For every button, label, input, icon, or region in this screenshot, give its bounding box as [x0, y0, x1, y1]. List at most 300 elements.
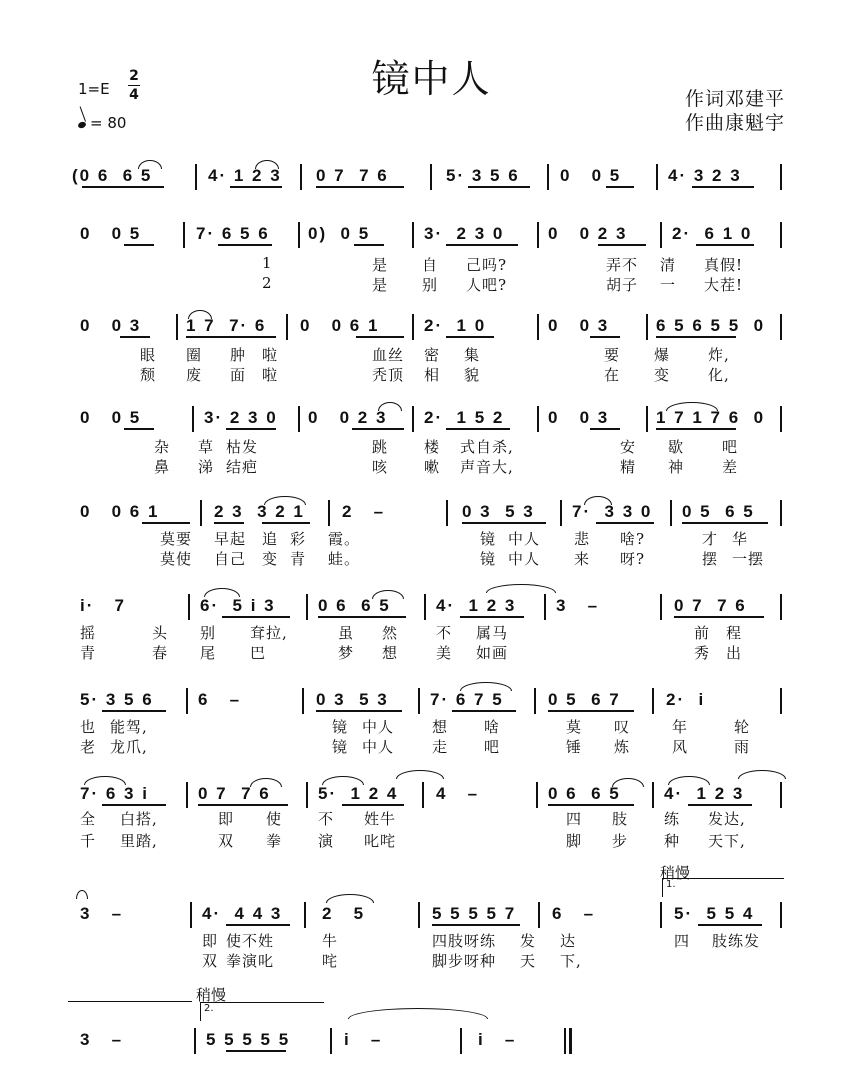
measure: 2· 1 5 2	[424, 408, 505, 427]
beam	[590, 336, 620, 338]
lyric: 里踏,	[120, 832, 158, 850]
measure: 3· 2 3 0	[424, 224, 505, 243]
beam	[468, 186, 530, 188]
beam	[120, 336, 150, 338]
lyric: 不	[436, 624, 453, 642]
slur	[322, 776, 364, 785]
lyric: 叱咤	[364, 832, 397, 850]
beam	[82, 186, 164, 188]
final-barline	[569, 1028, 572, 1054]
lyric: 脚步呀种	[432, 952, 497, 970]
barline	[304, 902, 306, 928]
barline	[780, 594, 782, 620]
slur	[612, 778, 644, 787]
measure: 7· 6 3 i	[80, 784, 149, 803]
lyric: 青	[80, 644, 97, 662]
barline	[656, 164, 658, 190]
barline	[780, 688, 782, 714]
beam	[692, 186, 754, 188]
measure: 1 7 1 7 6 0	[656, 408, 766, 427]
barline	[780, 164, 782, 190]
lyric: 咤	[322, 952, 339, 970]
lyric: 弄不	[606, 256, 639, 274]
measure: 0 0 5	[560, 166, 622, 185]
lyric: 也	[80, 718, 97, 736]
lyric: 中人	[362, 738, 395, 756]
measure: 0 0 6 1	[80, 502, 160, 521]
beam	[698, 924, 762, 926]
composer-credit: 作曲康魁宇	[684, 112, 785, 134]
measure: 4· 1 2 3	[664, 784, 745, 803]
lyric: 来	[574, 550, 591, 568]
measure: 4· 4 4 3	[202, 904, 283, 923]
measure: (0 6 6 5	[72, 166, 153, 185]
beam	[352, 428, 404, 430]
volta-bracket: 2.	[200, 1002, 324, 1021]
lyric: 程	[726, 624, 743, 642]
barline	[560, 500, 562, 526]
barline	[537, 222, 539, 248]
song-title: 镜中人	[371, 57, 492, 101]
lyric: 想	[432, 718, 449, 736]
lyric: 别	[422, 276, 439, 294]
measure: 3 –	[80, 1030, 124, 1049]
slur	[460, 682, 512, 691]
barline	[306, 782, 308, 808]
lyric: 姓牛	[364, 810, 397, 828]
lyric: 涕	[198, 458, 215, 476]
verse-number: 2	[262, 274, 273, 292]
lyric: 双	[202, 952, 219, 970]
lyric: 镜	[480, 550, 497, 568]
barline	[183, 222, 185, 248]
lyric: 年	[672, 718, 689, 736]
lyric: 废	[186, 366, 203, 384]
lyric: 种	[664, 832, 681, 850]
lyric: 精	[620, 458, 637, 476]
barline	[537, 406, 539, 432]
lyric: 密	[424, 346, 441, 364]
barline	[780, 782, 782, 808]
barline	[412, 314, 414, 340]
lyric: 面	[230, 366, 247, 384]
beam	[596, 522, 654, 524]
lyric: 春	[152, 644, 169, 662]
barline	[176, 314, 178, 340]
beam	[452, 710, 516, 712]
beam	[222, 616, 290, 618]
beam	[318, 616, 406, 618]
beam	[230, 186, 282, 188]
beam	[226, 428, 276, 430]
lyric: 脚	[566, 832, 583, 850]
lyric: 结疤	[226, 458, 259, 476]
lyric: 步	[612, 832, 629, 850]
lyric: 四肢呀练	[432, 932, 497, 950]
slur	[84, 776, 126, 785]
lyric: 炼	[614, 738, 631, 756]
lyric: 镜	[480, 530, 497, 548]
beam	[356, 336, 404, 338]
measure: 2 –	[342, 502, 386, 521]
barline	[780, 222, 782, 248]
measure: 4· 1 2 3	[436, 596, 517, 615]
measure: 6 –	[198, 690, 242, 709]
lyric: 天下,	[708, 832, 746, 850]
measure: 5 5 5 5 5	[206, 1030, 291, 1049]
lyric: 能驾,	[110, 718, 148, 736]
barline	[660, 594, 662, 620]
beam	[688, 804, 752, 806]
beam	[674, 616, 764, 618]
lyric: 吧	[722, 438, 739, 456]
lyric: 如画	[476, 644, 509, 662]
lyric: 真假!	[704, 256, 744, 274]
measure: 3 –	[556, 596, 600, 615]
barline	[660, 222, 662, 248]
lyric: 然	[382, 624, 399, 642]
lyric: 镜	[332, 738, 349, 756]
beam	[226, 924, 290, 926]
barline	[780, 902, 782, 928]
measure: 0 7 7 6	[198, 784, 271, 803]
lyric: 鼻	[154, 458, 171, 476]
beam	[548, 710, 634, 712]
barline	[670, 500, 672, 526]
barline	[330, 1028, 332, 1054]
barline	[422, 782, 424, 808]
lyric: 神	[668, 458, 685, 476]
lyric: 即	[202, 932, 219, 950]
beam	[124, 244, 154, 246]
measure: i· 7	[80, 596, 127, 615]
barline	[200, 500, 202, 526]
lyric: 才	[702, 530, 719, 548]
lyric: 肢	[612, 810, 629, 828]
barline	[418, 688, 420, 714]
lyric: 相	[424, 366, 441, 384]
measure: 0 0 2 3	[308, 408, 388, 427]
measure: 0 5 6 5	[682, 502, 755, 521]
measure: 2 5	[322, 904, 366, 923]
lyric: 巴	[250, 644, 267, 662]
tempo-direction: 稍慢	[196, 986, 227, 1004]
lyric: 走	[432, 738, 449, 756]
barline	[424, 594, 426, 620]
measure: 5· 1 2 4	[318, 784, 399, 803]
lyric: 化,	[708, 366, 730, 384]
slur	[188, 310, 212, 319]
measure: 0 7 7 6	[674, 596, 747, 615]
measure: 0 6 6 5	[318, 596, 391, 615]
lyric: 即	[218, 810, 235, 828]
lyric: 使	[266, 810, 283, 828]
beam	[342, 804, 404, 806]
lyric: 摆	[702, 550, 719, 568]
tempo-direction: 稍慢	[660, 864, 691, 882]
lyric: 声音大,	[460, 458, 514, 476]
beam	[598, 244, 646, 246]
measure: 0 0 5	[80, 224, 142, 243]
barline	[534, 688, 536, 714]
beam	[262, 522, 310, 524]
barline	[564, 1028, 566, 1054]
lyric: 爆	[654, 346, 671, 364]
measure: 5· 3 5 6	[446, 166, 520, 185]
repeat-line	[68, 1001, 192, 1002]
beam	[102, 804, 166, 806]
measure: 5· 5 5 4	[674, 904, 755, 923]
lyric: 镜	[332, 718, 349, 736]
measure: 0 0 6 1	[300, 316, 380, 335]
barline	[652, 782, 654, 808]
beam	[186, 336, 276, 338]
lyric: 貌	[464, 366, 481, 384]
slur	[138, 160, 162, 169]
lyric: 中人	[508, 550, 541, 568]
lyric: 血丝	[372, 346, 405, 364]
lyric: 在	[604, 366, 621, 384]
lyric: 秀	[694, 644, 711, 662]
beam	[432, 924, 520, 926]
lyric: 差	[722, 458, 739, 476]
meter-top: 2	[129, 68, 139, 84]
beam	[124, 428, 154, 430]
barline	[300, 164, 302, 190]
lyric: 肢练发	[712, 932, 761, 950]
lyric: 雨	[734, 738, 751, 756]
measure: 6 5 6 5 5 0	[656, 316, 766, 335]
lyric: 中人	[508, 530, 541, 548]
beam	[226, 1050, 286, 1052]
measure: 0 3 5 3	[462, 502, 535, 521]
lyric: 草	[198, 438, 215, 456]
barline	[298, 222, 300, 248]
lyric: 莫要	[160, 530, 193, 548]
lyric: 己吗?	[466, 256, 508, 274]
slur	[204, 588, 240, 597]
lyric: 肿	[230, 346, 247, 364]
lyric: 胡子	[606, 276, 639, 294]
beam	[214, 522, 244, 524]
barline	[190, 902, 192, 928]
measure: 6· 5 i 3	[200, 596, 276, 615]
barline	[194, 1028, 196, 1054]
tempo-marking	[78, 114, 126, 132]
measure: 7· 6 7 5	[430, 690, 504, 709]
lyric: 一	[660, 276, 677, 294]
lyric: 一摆	[732, 550, 765, 568]
beam	[682, 522, 768, 524]
beam	[446, 428, 510, 430]
lyric: 清	[660, 256, 677, 274]
beam	[198, 804, 288, 806]
slur	[486, 584, 556, 593]
measure: 3 –	[80, 904, 124, 923]
lyric: 锤	[566, 738, 583, 756]
lyric: 啥?	[620, 530, 646, 548]
barline	[544, 594, 546, 620]
barline	[537, 314, 539, 340]
measure: 0 6 6 5	[548, 784, 621, 803]
beam	[656, 336, 736, 338]
measure: 4· 3 2 3	[668, 166, 742, 185]
slur	[264, 496, 306, 505]
lyric: 属马	[476, 624, 509, 642]
lyric: 楼	[424, 438, 441, 456]
lyric: 大茬!	[704, 276, 744, 294]
slur	[738, 770, 786, 779]
barline	[418, 902, 420, 928]
slur	[584, 496, 612, 505]
lyric: 秃顶	[372, 366, 405, 384]
lyric: 发	[520, 932, 537, 950]
measure: 0) 0 5	[308, 224, 371, 243]
barline	[646, 406, 648, 432]
lyric: 中人	[362, 718, 395, 736]
measure: 5 5 5 5 7	[432, 904, 517, 923]
barline	[538, 902, 540, 928]
barline	[302, 688, 304, 714]
barline	[286, 314, 288, 340]
measure: 0 0 3	[548, 316, 610, 335]
measure: 6 –	[552, 904, 596, 923]
lyric: 呀?	[620, 550, 646, 568]
measure: 2 3 3 2 1	[214, 502, 305, 521]
lyric: 梦	[338, 644, 355, 662]
measure: 2· 1 0	[424, 316, 487, 335]
beam	[102, 710, 166, 712]
beam	[218, 244, 272, 246]
lyric: 发达,	[708, 810, 746, 828]
tie	[348, 1008, 488, 1019]
key-signature: 1=E	[78, 80, 110, 98]
barline	[186, 688, 188, 714]
lyric: 式自杀,	[460, 438, 514, 456]
barline	[328, 500, 330, 526]
lyric: 嗽	[424, 458, 441, 476]
beam	[462, 522, 546, 524]
measure: i –	[478, 1030, 517, 1049]
slur	[255, 160, 279, 169]
slur	[396, 770, 444, 779]
lyric: 蛙。	[328, 550, 361, 568]
lyric: 圈	[186, 346, 203, 364]
lyric: 青	[290, 550, 307, 568]
beam	[460, 616, 524, 618]
barline	[660, 902, 662, 928]
lyric: 风	[672, 738, 689, 756]
measure: 4· 1 2 3	[208, 166, 282, 185]
tempo-value: = 80	[90, 114, 127, 132]
lyric: 四	[674, 932, 691, 950]
barline	[652, 688, 654, 714]
barline	[446, 500, 448, 526]
lyric: 变	[262, 550, 279, 568]
lyric: 枯发	[226, 438, 259, 456]
beam	[548, 804, 634, 806]
lyric: 变	[654, 366, 671, 384]
lyric: 白搭,	[120, 810, 158, 828]
measure: 1 7 7· 6	[186, 316, 267, 335]
lyric: 轮	[734, 718, 751, 736]
lyric: 老	[80, 738, 97, 756]
measure: 0 0 2 3	[548, 224, 628, 243]
measure: 0 0 5	[80, 408, 142, 427]
lyric: 头	[152, 624, 169, 642]
lyric: 别	[200, 624, 217, 642]
lyric: 虽	[338, 624, 355, 642]
lyric: 前	[694, 624, 711, 642]
measure: 4 –	[436, 784, 480, 803]
measure: 5· 3 5 6	[80, 690, 154, 709]
beam	[316, 186, 404, 188]
tie-continuation	[76, 890, 88, 899]
lyric: 拳演叱	[226, 952, 275, 970]
beam	[656, 428, 736, 430]
lyric: 要	[604, 346, 621, 364]
lyric: 跳	[372, 438, 389, 456]
barline	[195, 164, 197, 190]
measure: 0 7 7 6	[316, 166, 389, 185]
lyric: 出	[726, 644, 743, 662]
lyric: 彩	[290, 530, 307, 548]
barline	[536, 782, 538, 808]
lyric: 霞。	[328, 530, 361, 548]
measure: 2· 6 1 0	[672, 224, 753, 243]
lyric: 美	[436, 644, 453, 662]
slur	[372, 590, 404, 599]
lyric: 使不姓	[226, 932, 275, 950]
quarter-note-icon	[77, 121, 87, 129]
slur	[378, 402, 402, 411]
lyric: 吧	[484, 738, 501, 756]
lyric: 啦	[262, 366, 279, 384]
lyric: 莫使	[160, 550, 193, 568]
lyric: 人吧?	[466, 276, 508, 294]
lyric: 双	[218, 832, 235, 850]
lyric: 华	[732, 530, 749, 548]
barline	[298, 406, 300, 432]
measure: 0 0 3	[80, 316, 142, 335]
lyric: 牛	[322, 932, 339, 950]
lyric: 叹	[614, 718, 631, 736]
barline	[646, 314, 648, 340]
slur	[668, 776, 710, 785]
lyric: 达	[560, 932, 577, 950]
barline	[780, 314, 782, 340]
measure: 7· 3 3 0	[572, 502, 653, 521]
lyric: 是	[372, 256, 389, 274]
lyric: 啦	[262, 346, 279, 364]
lyric: 龙爪,	[110, 738, 148, 756]
barline	[412, 406, 414, 432]
lyric: 下,	[560, 952, 582, 970]
barline	[460, 1028, 462, 1054]
lyric: 悲	[574, 530, 591, 548]
lyric: 千	[80, 832, 97, 850]
beam	[142, 522, 190, 524]
barline	[412, 222, 414, 248]
meter-bottom: 4	[129, 87, 139, 103]
lyric: 眼	[140, 346, 157, 364]
barline	[188, 594, 190, 620]
slur	[250, 778, 282, 787]
lyric: 练	[664, 810, 681, 828]
lyric: 想	[382, 644, 399, 662]
beam	[354, 244, 384, 246]
lyric: 演	[318, 832, 335, 850]
